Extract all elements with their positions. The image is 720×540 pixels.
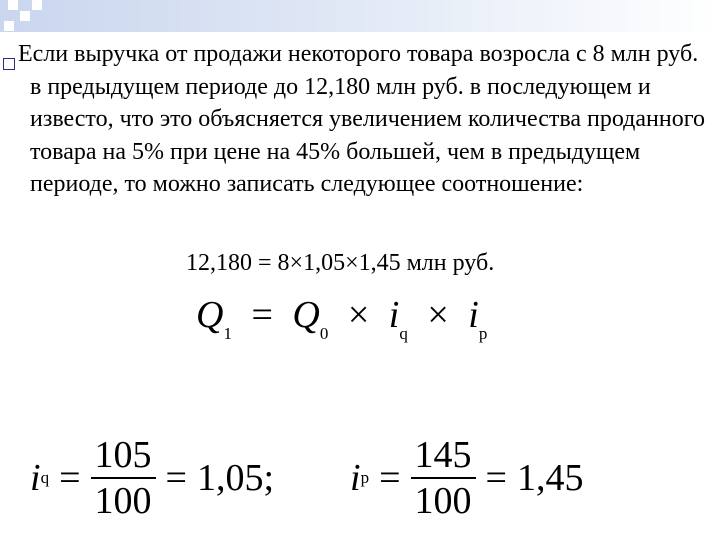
q1-subscript: 1 [223, 324, 232, 343]
ip-variable: i [350, 457, 361, 499]
iq-variable: i [388, 294, 400, 336]
quantity-index-calculation [30, 428, 274, 528]
q1-variable: Q [196, 294, 224, 336]
equals-sign: = [59, 457, 81, 499]
iq-subscript: q [399, 324, 408, 343]
q0-variable: Q [292, 294, 320, 336]
fraction [91, 433, 156, 523]
equals-sign: = [485, 457, 507, 499]
equals-sign: = [165, 457, 187, 499]
index-formula [196, 290, 487, 359]
iq-subscript: q [40, 468, 50, 487]
square-bullet-icon [3, 58, 15, 70]
denominator: 100 [414, 480, 472, 522]
equals-sign: = [379, 457, 401, 499]
fraction [411, 433, 476, 523]
denominator: 100 [94, 480, 152, 522]
times-sign: × [427, 294, 449, 336]
checker-square [4, 21, 14, 31]
checker-square [8, 0, 18, 10]
numerator: 105 [94, 434, 152, 476]
ip-subscript: p [360, 468, 370, 487]
ip-subscript: p [478, 324, 488, 343]
ip-variable: i [468, 294, 479, 336]
times-sign: × [347, 294, 370, 336]
q0-subscript: 0 [319, 324, 329, 343]
checker-square [32, 0, 42, 10]
checker-decoration [0, 0, 60, 34]
equals-sign: = [251, 294, 273, 336]
iq-variable: i [30, 457, 41, 499]
header-band [0, 0, 720, 32]
slide-paragraph: Если выручка от продажи некоторого товара возросла с 8 млн руб. в предыдущем периоде до 12,180 млн руб. в последующем и известо, что это объясняется увеличением количества проданного товара на 5% при цене на 45% большей, чем в предыдущем периоде, то можно записать следующее соотношение: [18, 41, 705, 197]
result-value: 1,05; [196, 457, 274, 499]
example-calculation: 12,180 = 8×1,05×1,45 млн руб. [186, 250, 495, 276]
price-index-calculation [350, 428, 583, 528]
result-value: 1,45 [516, 457, 584, 499]
numerator: 145 [414, 434, 472, 476]
checker-square [20, 11, 30, 21]
